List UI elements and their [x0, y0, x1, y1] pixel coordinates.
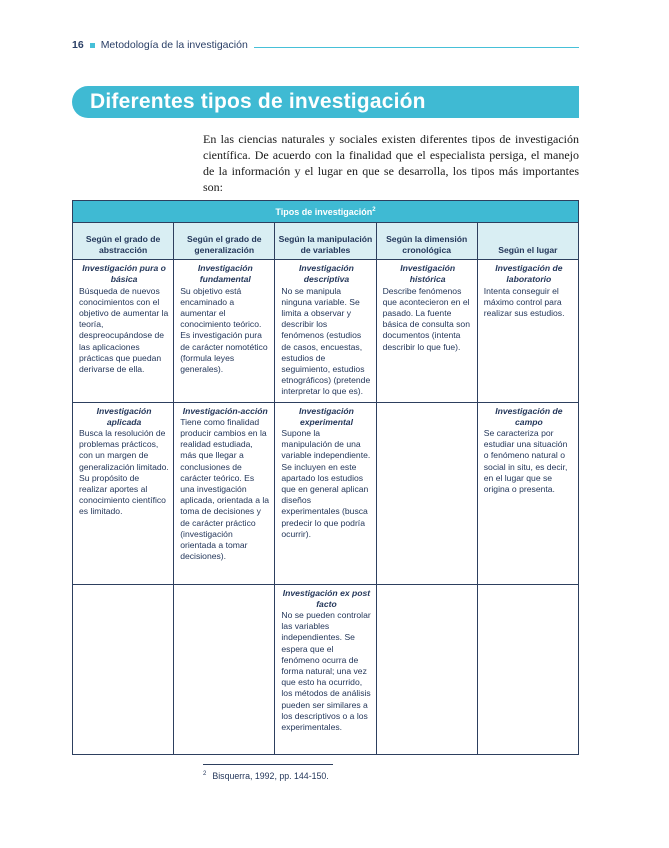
cell-description: No se pueden controlar las variables independientes. Se espera que el fenómeno ocurra de forma natural; una vez que esto ha ocurrido, los métodos de análisis pueden ser similares a los descriptivos o a los experimentales.	[281, 610, 371, 733]
column-header: Según el grado de abstracción	[73, 223, 174, 260]
table-cell	[477, 402, 578, 584]
page-number: 16	[72, 39, 84, 51]
page-title: Diferentes tipos de investigación	[90, 90, 426, 113]
table-cell	[73, 584, 174, 754]
table-header-row	[73, 223, 579, 260]
table-cell	[376, 584, 477, 754]
cell-description: Búsqueda de nuevos conocimientos con el objetivo de aumentar la teoría, despreocupándose de las aplicaciones prácticas que puedan derivarse de ella.	[79, 285, 169, 375]
table-cell	[174, 402, 275, 584]
cell-title: Investigación de laboratorio	[495, 263, 563, 285]
table-cell	[275, 402, 376, 584]
table-cell	[275, 584, 376, 754]
section-title: Metodología de la investigación	[100, 39, 248, 51]
footnote-mark: 2	[203, 771, 207, 778]
table-cell	[376, 260, 477, 402]
cell-title: Investigación experimental	[299, 405, 354, 427]
table-row	[73, 584, 579, 754]
cell-description: Tiene como finalidad producir cambios en la realidad estudiada, más que llegar a conclusiones de carácter teórico. Es una investigación aplicada, orientada a la toma de decisiones y de carácter práctico (investigación orientada a tomar decisiones).	[180, 416, 270, 562]
column-header: Según el lugar	[477, 223, 578, 260]
footnote-text: Bisquerra, 1992, pp. 144-150.	[212, 771, 329, 781]
table-cell	[174, 584, 275, 754]
running-header	[72, 38, 579, 52]
caption-footnote-mark: 2	[372, 207, 376, 213]
header-rule	[254, 47, 579, 48]
cell-description: Su objetivo está encaminado a aumentar el conocimiento teórico. Es investigación pura de carácter nomotético (formula leyes generales).	[180, 285, 268, 375]
cell-description: Supone la manipulación de una variable independiente. Se incluyen en este apartado los estudios que en general aplican diseños experimentales (busca predecir lo que podría ocurrir).	[281, 428, 371, 539]
cell-description: No se manipula ninguna variable. Se limita a observar y describir los fenómenos (estudios de casos, encuestas, estudios de seguimiento, estudios etnográficos) (pretende interpretar lo que es).	[281, 285, 371, 397]
cell-title: Investigación fundamental	[197, 263, 253, 285]
table-cell	[477, 584, 578, 754]
research-types-table	[72, 200, 579, 755]
cell-title: Investigación de campo	[495, 405, 563, 427]
cell-description: Intenta conseguir el máximo control para realizar sus estudios.	[483, 285, 565, 319]
table-cell	[73, 402, 174, 584]
footnote-rule	[203, 764, 333, 765]
table-cell	[376, 402, 477, 584]
cell-title: Investigación-acción	[182, 405, 268, 416]
table-cell	[275, 260, 376, 402]
table-cell	[73, 260, 174, 402]
intro-paragraph: En las ciencias naturales y sociales existen diferentes tipos de investigación científica. De acuerdo con la finalidad que el especialista persiga, el manejo de la información y el lugar en que se desarrolla, los tipos más importantes son:	[203, 132, 579, 194]
cell-title: Investigación histórica	[400, 263, 456, 285]
table-caption: Tipos de investigación$^2$	[73, 201, 579, 223]
cell-description: Busca la resolución de problemas prácticos, con un margen de generalización limitado. Su propósito de realizar aportes al conocimiento científico es limitado.	[79, 428, 169, 517]
cell-description: Describe fenómenos que acontecieron en el pasado. La fuente básica de consulta son documentos (intenta describir lo que fue).	[382, 285, 470, 352]
cell-title: Investigación aplicada	[96, 405, 152, 427]
footnote	[203, 771, 329, 781]
table-cell	[477, 260, 578, 402]
column-header: Según la dimensión cronológica	[376, 223, 477, 260]
cell-title: Investigación descriptiva	[299, 263, 354, 285]
table-row	[73, 260, 579, 402]
table-row	[73, 402, 579, 584]
column-header: Según el grado de generalización	[174, 223, 275, 260]
header-square-icon	[90, 43, 95, 48]
column-header: Según la manipulación de variables	[275, 223, 376, 260]
cell-title: Investigación pura o básica	[82, 263, 166, 285]
table-cell	[174, 260, 275, 402]
cell-title: Investigación ex post facto	[282, 587, 371, 609]
title-bar	[72, 86, 579, 118]
cell-description: Se caracteriza por estudiar una situación o fenómeno natural o social in situ, es decir, en el lugar que se origina o presenta.	[483, 428, 568, 495]
